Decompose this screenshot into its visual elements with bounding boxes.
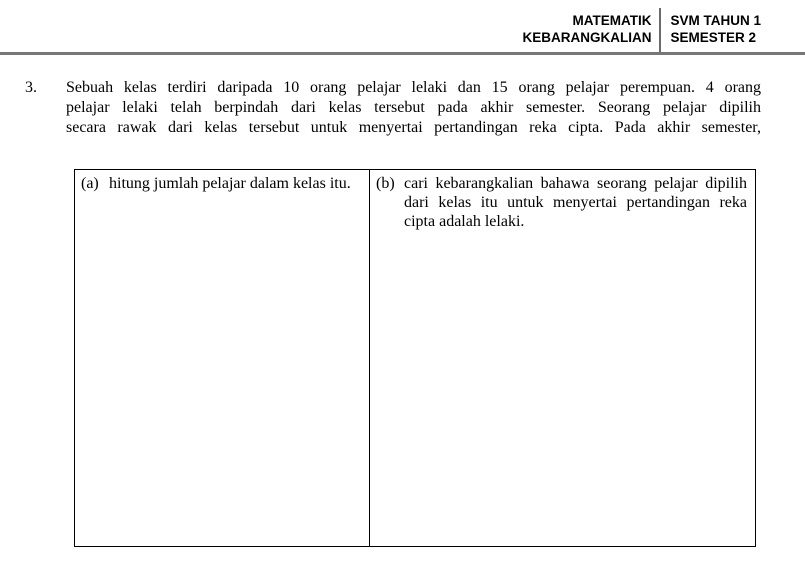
part-a-text: hitung jumlah pelajar dalam kelas itu. — [109, 175, 351, 192]
part-a-cell — [75, 170, 370, 546]
question-line-2: pelajar lelaki telah berpindah dari kelas tersebut pada akhir semester. Seorang pelajar dipilih — [66, 99, 761, 116]
answer-table — [74, 169, 756, 547]
header-level-block — [661, 8, 761, 52]
part-a-label: (a) — [81, 175, 99, 192]
header-level: SVM TAHUN 1 — [670, 13, 761, 28]
question-stem — [66, 78, 761, 138]
question-number: 3. — [25, 79, 37, 96]
header-rule — [0, 52, 805, 55]
part-b-cell — [370, 170, 755, 546]
question-line-3: secara rawak dari kelas tersebut untuk menyertai pertandingan reka cipta. Pada akhir semester, — [66, 119, 761, 136]
header-subject-block — [522, 8, 659, 52]
part-b-label: (b) — [376, 175, 395, 192]
question-line-1: Sebuah kelas terdiri daripada 10 orang pelajar lelaki dan 15 orang pelajar perempuan. 4 orang — [66, 79, 761, 96]
header-semester: SEMESTER 2 — [670, 30, 757, 45]
page-header — [522, 8, 761, 52]
part-b-text: cari kebarangkalian bahawa seorang pelajar dipilih dari kelas itu untuk menyertai pertandingan reka cipta adalah lelaki. — [404, 175, 747, 230]
header-topic: KEBARANGKALIAN — [522, 30, 652, 45]
part-b — [376, 174, 747, 231]
header-subject: MATEMATIK — [572, 13, 652, 28]
part-a — [81, 174, 361, 193]
